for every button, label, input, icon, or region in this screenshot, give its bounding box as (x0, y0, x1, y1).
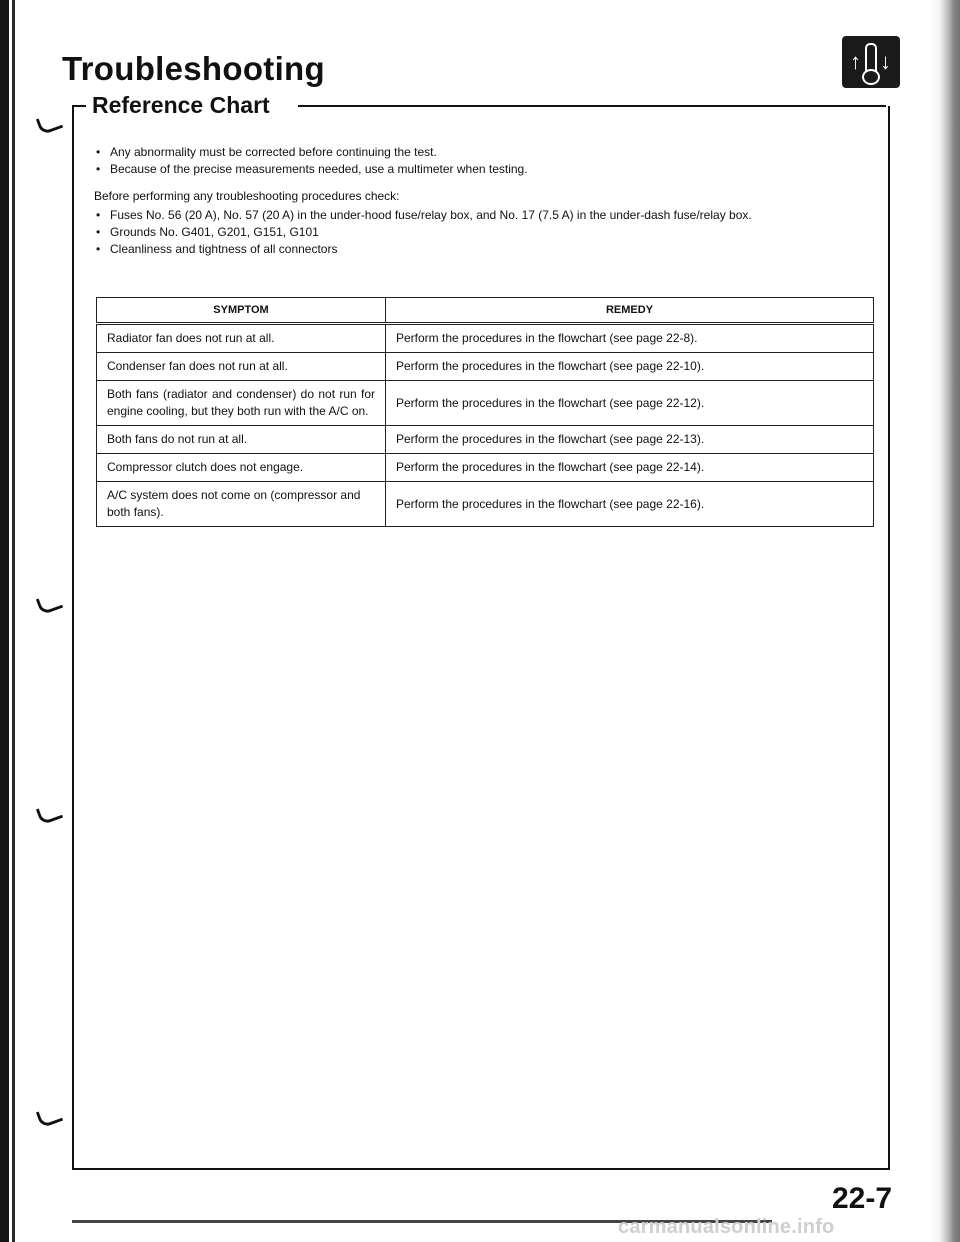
page-title: Troubleshooting (62, 50, 325, 87)
header-symptom: SYMPTOM (97, 298, 386, 324)
caution-list (94, 144, 874, 178)
binding-edge (0, 0, 9, 1242)
caution-item: • Because of the precise measurements needed, use a multimeter when testing. (94, 161, 874, 178)
check-list (94, 207, 874, 258)
table-row (97, 353, 874, 381)
check-mark-icon (36, 112, 63, 136)
content-frame (72, 106, 890, 1170)
check-mark-icon (36, 802, 63, 826)
reference-table (96, 297, 874, 527)
check-item: • Fuses No. 56 (20 A), No. 57 (20 A) in the under-hood fuse/relay box, and No. 17 (7.5 A) in the under-dash fuse/relay box. (94, 207, 874, 224)
arrow-up-icon: ↑ (850, 49, 861, 74)
remedy-cell: Perform the procedures in the flowchart (see page 22-13). (386, 426, 874, 454)
table-row (97, 324, 874, 353)
cooling-fan-thermometer-icon (842, 36, 900, 88)
binding-edge-inner (12, 0, 15, 1242)
symptom-cell: A/C system does not come on (compressor and both fans). (97, 482, 386, 527)
remedy-cell: Perform the procedures in the flowchart (see page 22-8). (386, 324, 874, 353)
thermometer-bulb-icon (862, 69, 880, 85)
caution-item: • Any abnormality must be corrected before continuing the test. (94, 144, 874, 161)
procedure-notes (94, 144, 874, 258)
symptom-cell: Compressor clutch does not engage. (97, 454, 386, 482)
watermark: carmanualsonline.info (618, 1216, 835, 1238)
scan-shadow-right (930, 0, 960, 1242)
remedy-cell: Perform the procedures in the flowchart (see page 22-14). (386, 454, 874, 482)
remedy-cell: Perform the procedures in the flowchart (see page 22-10). (386, 353, 874, 381)
header-remedy: REMEDY (386, 298, 874, 324)
symptom-cell: Both fans do not run at all. (97, 426, 386, 454)
table-row (97, 426, 874, 454)
table-row (97, 454, 874, 482)
check-lead: Before performing any troubleshooting procedures check: (94, 189, 400, 203)
check-mark-icon (36, 1105, 63, 1129)
remedy-cell: Perform the procedures in the flowchart (see page 22-16). (386, 482, 874, 527)
check-mark-icon (36, 592, 63, 616)
symptom-cell: Both fans (radiator and condenser) do not run for engine cooling, but they both run with the A/C on. (97, 381, 386, 426)
check-item: • Grounds No. G401, G201, G151, G101 (94, 224, 874, 241)
table-header-row (97, 298, 874, 324)
symptom-cell: Condenser fan does not run at all. (97, 353, 386, 381)
remedy-cell: Perform the procedures in the flowchart (see page 22-12). (386, 381, 874, 426)
arrow-down-icon: ↓ (880, 49, 891, 74)
table-row (97, 482, 874, 527)
page-number: 22-7 (832, 1182, 893, 1215)
section-subtitle: Reference Chart (92, 92, 270, 118)
table-row (97, 381, 874, 426)
symptom-cell: Radiator fan does not run at all. (97, 324, 386, 353)
check-item: • Cleanliness and tightness of all connectors (94, 241, 874, 258)
